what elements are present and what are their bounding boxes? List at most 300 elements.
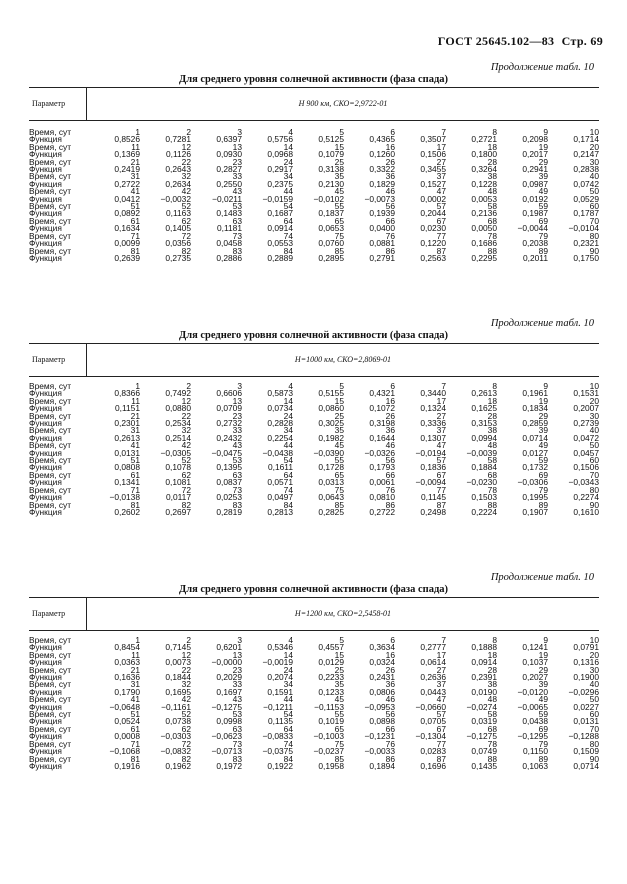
function-row: [29, 479, 599, 486]
time-cell: 59: [538, 709, 548, 720]
function-value-cell: 0,1837: [318, 208, 344, 219]
time-cell: 62: [181, 723, 191, 734]
continuation-note-3: Продолжение табл. 10: [490, 572, 594, 583]
function-value-cell: −0,1161: [161, 701, 191, 712]
time-cell: 35: [334, 425, 344, 436]
time-cell: 37: [436, 171, 446, 182]
time-cell: 52: [181, 455, 191, 466]
function-value-cell: 0,2254: [267, 432, 293, 443]
time-cell: 71: [130, 484, 140, 495]
function-value-cell: 0,1506: [573, 462, 599, 473]
function-value-cell: 0,1961: [522, 388, 548, 399]
time-cell: 89: [538, 753, 548, 764]
row-label: Время, сут: [29, 664, 72, 675]
time-cell: 84: [283, 245, 293, 256]
time-cell: 22: [181, 410, 191, 421]
function-value-cell: 0,1395: [216, 462, 242, 473]
function-value-cell: 0,2941: [522, 164, 548, 175]
function-value-cell: 0,2147: [573, 149, 599, 160]
time-cell: 22: [181, 664, 191, 675]
function-value-cell: 0,7492: [165, 388, 191, 399]
function-value-cell: 0,1260: [369, 149, 395, 160]
row-label: Функция: [29, 672, 62, 683]
row-label: Функция: [29, 223, 62, 234]
function-value-cell: 0,2827: [216, 164, 242, 175]
time-cell: 28: [487, 410, 497, 421]
row-label: Функция: [29, 164, 62, 175]
time-cell: 56: [385, 709, 395, 720]
function-value-cell: 0,0734: [267, 403, 293, 414]
section-title-1: Для среднего уровня солнечной активности (фаза спада): [178, 74, 449, 85]
time-cell: 5: [339, 635, 344, 645]
time-cell: 63: [232, 723, 242, 734]
time-cell: 90: [589, 499, 599, 510]
time-cell: 85: [334, 245, 344, 256]
function-value-cell: 0,1900: [573, 672, 599, 683]
standard-code: ГОСТ 25645.102—83: [437, 34, 555, 48]
time-cell: 45: [334, 186, 344, 197]
function-value-cell: 0,2639: [114, 252, 140, 263]
function-value-cell: 0,3440: [420, 388, 446, 399]
time-cell: 40: [589, 425, 599, 436]
time-cell: 33: [232, 679, 242, 690]
function-value-cell: −0,0953: [364, 701, 395, 712]
function-row: [29, 450, 599, 457]
function-value-cell: 0,1081: [165, 477, 191, 488]
time-cell: 50: [589, 694, 599, 705]
row-label: Время, сут: [29, 469, 72, 480]
time-cell: 89: [538, 245, 548, 256]
function-value-cell: 0,1079: [318, 149, 344, 160]
function-value-cell: 0,0497: [267, 492, 293, 503]
function-value-cell: 0,1316: [573, 657, 599, 668]
function-value-cell: −0,0833: [262, 731, 293, 742]
time-cell: 41: [130, 186, 140, 197]
function-value-cell: 0,1894: [369, 760, 395, 771]
time-cell: 68: [487, 723, 497, 734]
time-cell: 54: [283, 201, 293, 212]
function-value-cell: 0,1888: [471, 642, 497, 653]
time-cell: 18: [487, 395, 497, 406]
row-label: Время, сут: [29, 709, 72, 720]
time-cell: 36: [385, 679, 395, 690]
time-cell: 78: [487, 738, 497, 749]
function-value-cell: 0,7281: [165, 134, 191, 145]
time-cell: 28: [487, 156, 497, 167]
row-label: Функция: [29, 418, 62, 429]
time-cell: 64: [283, 469, 293, 480]
data-table: [29, 129, 599, 262]
function-value-cell: 0,0356: [165, 238, 191, 249]
time-cell: 41: [130, 694, 140, 705]
function-value-cell: 0,0127: [522, 447, 548, 458]
function-value-cell: 0,1503: [471, 492, 497, 503]
function-value-cell: −0,0044: [517, 223, 548, 234]
time-cell: 58: [487, 455, 497, 466]
time-cell: 14: [283, 141, 293, 152]
time-cell: 72: [181, 230, 191, 241]
function-value-cell: −0,0073: [364, 193, 395, 204]
function-value-cell: 0,1509: [573, 746, 599, 757]
time-cell: 67: [436, 723, 446, 734]
function-value-cell: −0,0296: [568, 686, 599, 697]
time-cell: 47: [436, 694, 446, 705]
time-cell: 51: [130, 201, 140, 212]
time-cell: 18: [487, 649, 497, 660]
function-value-cell: 0,2498: [420, 506, 446, 517]
section-params: H=1000 км, СКО=2,8069-01: [294, 355, 392, 364]
function-value-cell: 0,1220: [420, 238, 446, 249]
function-value-cell: −0,0475: [211, 447, 242, 458]
function-row: [29, 733, 599, 740]
function-value-cell: 0,0443: [420, 686, 446, 697]
row-label: Функция: [29, 760, 62, 771]
time-cell: 81: [130, 753, 140, 764]
function-value-cell: 0,0998: [216, 716, 242, 727]
page-header: [438, 34, 603, 49]
function-value-cell: 0,0653: [318, 223, 344, 234]
function-value-cell: 0,2722: [114, 178, 140, 189]
function-value-cell: 0,1233: [318, 686, 344, 697]
time-cell: 85: [334, 753, 344, 764]
function-value-cell: 0,0457: [573, 447, 599, 458]
function-row: [29, 494, 599, 501]
time-cell: 24: [283, 410, 293, 421]
time-cell: 30: [589, 156, 599, 167]
row-label: Функция: [29, 432, 62, 443]
time-cell: 27: [436, 664, 446, 675]
function-value-cell: 0,3455: [420, 164, 446, 175]
time-cell: 34: [283, 171, 293, 182]
time-cell: 47: [436, 186, 446, 197]
function-value-cell: 0,2550: [216, 178, 242, 189]
time-cell: 90: [589, 753, 599, 764]
function-value-cell: 0,0061: [369, 477, 395, 488]
function-value-cell: −0,0159: [262, 193, 293, 204]
row-label: Функция: [29, 388, 62, 399]
table-header: [29, 343, 599, 377]
function-value-cell: 0,1836: [420, 462, 446, 473]
time-cell: 79: [538, 230, 548, 241]
time-cell: 48: [487, 694, 497, 705]
function-value-cell: 0,0643: [318, 492, 344, 503]
time-cell: 65: [334, 215, 344, 226]
function-value-cell: 0,1135: [268, 716, 293, 727]
function-value-cell: 0,2636: [420, 672, 446, 683]
row-label: Время, сут: [29, 723, 72, 734]
time-cell: 42: [181, 186, 191, 197]
function-row: [29, 240, 599, 247]
time-cell: 56: [385, 455, 395, 466]
time-cell: 47: [436, 440, 446, 451]
time-cell: 48: [487, 440, 497, 451]
time-cell: 18: [487, 141, 497, 152]
function-value-cell: 0,2130: [318, 178, 344, 189]
function-value-cell: −0,0623: [211, 731, 242, 742]
row-label: Время, сут: [29, 455, 72, 466]
time-cell: 45: [334, 694, 344, 705]
row-label: Функция: [29, 178, 62, 189]
function-value-cell: −0,0033: [364, 746, 395, 757]
row-label: Время, сут: [29, 215, 72, 226]
function-value-cell: 0,0400: [369, 223, 395, 234]
time-cell: 14: [283, 649, 293, 660]
function-value-cell: −0,1153: [314, 701, 344, 712]
function-value-cell: 0,5756: [267, 134, 293, 145]
function-value-cell: 0,1982: [318, 432, 344, 443]
time-cell: 3: [237, 635, 242, 645]
page-number: Стр. 69: [561, 34, 603, 48]
function-row: [29, 644, 599, 651]
time-cell: 57: [436, 709, 446, 720]
time-cell: 46: [385, 440, 395, 451]
time-cell: 7: [441, 127, 446, 137]
function-row: [29, 718, 599, 725]
time-cell: 59: [538, 201, 548, 212]
function-row: [29, 255, 599, 262]
time-cell: 78: [487, 230, 497, 241]
function-value-cell: 0,1063: [522, 760, 548, 771]
time-cell: 52: [181, 201, 191, 212]
function-value-cell: 0,0438: [522, 716, 548, 727]
time-cell: 54: [283, 709, 293, 720]
function-value-cell: 0,1750: [573, 252, 599, 263]
function-value-cell: 0,8366: [114, 388, 140, 399]
time-cell: 87: [436, 245, 446, 256]
time-cell: 3: [237, 127, 242, 137]
function-value-cell: 0,1405: [165, 223, 191, 234]
function-value-cell: 0,0117: [166, 492, 191, 503]
time-cell: 65: [334, 723, 344, 734]
function-value-cell: 0,1958: [318, 760, 344, 771]
row-label: Время, сут: [29, 186, 72, 197]
time-cell: 37: [436, 425, 446, 436]
time-cell: 22: [181, 156, 191, 167]
function-value-cell: 0,2735: [165, 252, 191, 263]
function-value-cell: 0,0008: [114, 731, 140, 742]
time-cell: 39: [538, 679, 548, 690]
row-label: Функция: [29, 657, 62, 668]
function-value-cell: 0,2917: [267, 164, 293, 175]
function-value-cell: −0,0019: [262, 657, 293, 668]
function-value-cell: −0,0832: [160, 746, 191, 757]
function-value-cell: 0,0791: [573, 642, 599, 653]
function-value-cell: 0,1181: [217, 223, 242, 234]
time-cell: 43: [232, 440, 242, 451]
time-cell: 61: [130, 215, 140, 226]
function-value-cell: 0,0529: [573, 193, 599, 204]
function-value-cell: 0,0930: [216, 149, 242, 160]
time-cell: 86: [385, 499, 395, 510]
function-value-cell: 0,0968: [267, 149, 293, 160]
time-cell: 13: [232, 141, 242, 152]
function-value-cell: 0,1972: [216, 760, 242, 771]
time-cell: 1: [135, 381, 140, 391]
function-value-cell: −0,1275: [466, 731, 497, 742]
function-row: [29, 509, 599, 516]
function-value-cell: −0,0211: [212, 193, 242, 204]
function-value-cell: 0,2886: [216, 252, 242, 263]
time-cell: 26: [385, 664, 395, 675]
time-cell: 10: [589, 127, 599, 137]
function-value-cell: 0,1163: [166, 208, 191, 219]
function-row: [29, 136, 599, 143]
function-value-cell: 0,0571: [267, 477, 293, 488]
function-value-cell: −0,0305: [160, 447, 191, 458]
table-header: [29, 597, 599, 631]
time-cell: 29: [538, 156, 548, 167]
function-value-cell: 0,0073: [165, 657, 191, 668]
row-label: Функция: [29, 208, 62, 219]
time-cell: 2: [186, 635, 191, 645]
function-value-cell: 0,2321: [573, 238, 599, 249]
param-column-header: Параметр: [29, 598, 87, 630]
time-cell: 42: [181, 694, 191, 705]
row-label: Время, сут: [29, 171, 72, 182]
function-value-cell: 0,2011: [523, 252, 548, 263]
function-row: [29, 196, 599, 203]
time-cell: 7: [441, 635, 446, 645]
time-cell: 58: [487, 201, 497, 212]
function-value-cell: −0,0120: [517, 686, 548, 697]
time-cell: 15: [334, 141, 344, 152]
time-cell: 76: [385, 738, 395, 749]
time-cell: 86: [385, 753, 395, 764]
time-cell: 80: [589, 484, 599, 495]
function-value-cell: 0,0749: [471, 746, 497, 757]
function-value-cell: 0,0129: [318, 657, 344, 668]
row-label: Функция: [29, 746, 62, 757]
time-cell: 66: [385, 469, 395, 480]
time-cell: 42: [181, 440, 191, 451]
time-cell: 77: [436, 484, 446, 495]
function-value-cell: 0,2301: [114, 418, 140, 429]
time-cell: 83: [232, 245, 242, 256]
time-cell: 16: [385, 649, 395, 660]
time-cell: 82: [181, 753, 191, 764]
time-cell: 24: [283, 664, 293, 675]
row-label: Время, сут: [29, 738, 72, 749]
function-value-cell: −0,0713: [211, 746, 242, 757]
function-value-cell: 0,2007: [573, 403, 599, 414]
row-label: Функция: [29, 149, 62, 160]
time-cell: 29: [538, 410, 548, 421]
time-cell: 27: [436, 410, 446, 421]
time-cell: 49: [538, 694, 548, 705]
time-cell: 50: [589, 440, 599, 451]
time-cell: 44: [283, 440, 293, 451]
time-cell: 20: [589, 141, 599, 152]
time-cell: 63: [232, 469, 242, 480]
function-value-cell: 0,1636: [114, 672, 140, 683]
time-cell: 6: [390, 127, 395, 137]
function-value-cell: 0,0892: [114, 208, 140, 219]
row-label: Функция: [29, 403, 62, 414]
time-cell: 33: [232, 425, 242, 436]
time-cell: 5: [339, 127, 344, 137]
time-cell: 39: [538, 425, 548, 436]
time-cell: 72: [181, 484, 191, 495]
function-value-cell: 0,0880: [165, 403, 191, 414]
time-cell: 12: [181, 395, 191, 406]
row-label: Функция: [29, 238, 62, 249]
function-row: [29, 659, 599, 666]
row-label: Время, сут: [29, 410, 72, 421]
function-value-cell: 0,1591: [267, 686, 293, 697]
function-value-cell: 0,2224: [471, 506, 497, 517]
time-cell: 6: [390, 635, 395, 645]
row-label: Функция: [29, 477, 62, 488]
table-header: [29, 87, 599, 121]
function-value-cell: −0,0326: [364, 447, 395, 458]
row-label: Функция: [29, 252, 62, 263]
time-cell: 81: [130, 499, 140, 510]
time-cell: 77: [436, 230, 446, 241]
function-row: [29, 225, 599, 232]
function-row: [29, 464, 599, 471]
function-value-cell: 0,2514: [165, 432, 191, 443]
time-cell: 83: [232, 499, 242, 510]
row-label: Функция: [29, 193, 62, 204]
function-value-cell: 0,1697: [216, 686, 242, 697]
function-value-cell: 0,2027: [522, 672, 548, 683]
time-cell: 19: [538, 649, 548, 660]
time-cell: 70: [589, 723, 599, 734]
time-cell: 15: [334, 649, 344, 660]
function-value-cell: 0,2791: [369, 252, 395, 263]
data-table: [29, 637, 599, 770]
table-section-2: [29, 343, 599, 517]
time-cell: 11: [131, 395, 140, 406]
row-label: Время, сут: [29, 679, 72, 690]
function-value-cell: 0,2274: [573, 492, 599, 503]
time-cell: 79: [538, 738, 548, 749]
function-value-cell: 0,0760: [318, 238, 344, 249]
function-value-cell: 0,1611: [268, 462, 293, 473]
time-cell: 48: [487, 186, 497, 197]
row-label: Функция: [29, 506, 62, 517]
time-cell: 36: [385, 171, 395, 182]
function-value-cell: 0,1150: [523, 746, 548, 757]
function-value-cell: 0,0881: [369, 238, 395, 249]
time-cell: 67: [436, 215, 446, 226]
function-value-cell: 0,6606: [216, 388, 242, 399]
function-value-cell: 0,2419: [114, 164, 140, 175]
function-value-cell: 0,0050: [471, 223, 497, 234]
time-cell: 57: [436, 201, 446, 212]
function-value-cell: 0,1126: [166, 149, 191, 160]
row-label: Функция: [29, 716, 62, 727]
time-cell: 11: [131, 649, 140, 660]
time-cell: 43: [232, 186, 242, 197]
time-cell: 69: [538, 215, 548, 226]
time-cell: 69: [538, 469, 548, 480]
function-value-cell: 0,2819: [216, 506, 242, 517]
function-value-cell: 0,1610: [573, 506, 599, 517]
time-cell: 46: [385, 694, 395, 705]
time-cell: 30: [589, 664, 599, 675]
time-cell: 2: [186, 381, 191, 391]
function-value-cell: 0,1790: [114, 686, 140, 697]
time-cell: 19: [538, 395, 548, 406]
function-row: [29, 763, 599, 770]
time-cell: 76: [385, 484, 395, 495]
time-cell: 9: [543, 127, 548, 137]
function-value-cell: 0,3336: [420, 418, 446, 429]
function-value-cell: −0,1003: [313, 731, 344, 742]
function-value-cell: −0,1068: [109, 746, 140, 757]
function-value-cell: 0,1687: [267, 208, 293, 219]
